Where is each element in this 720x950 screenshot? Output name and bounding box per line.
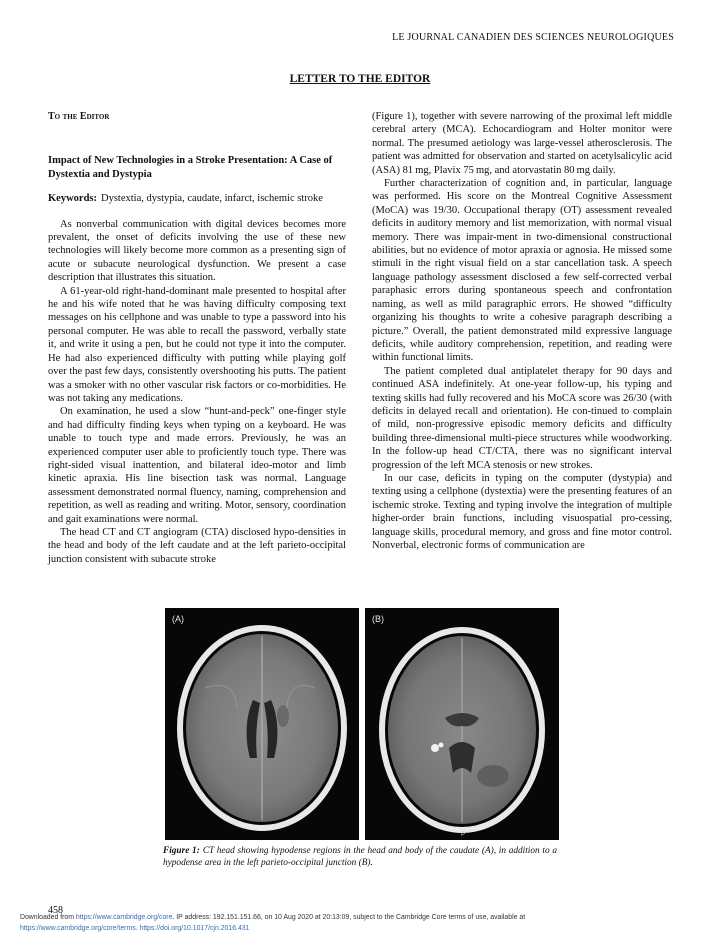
body-paragraph: (Figure 1), together with severe narrowing of the proximal left middle cerebral artery (MCA). Echocardiogram and Holter monitor were normal. The presumed aetiology was large-vessel atherosclerosis. The patient was admitted for observation and started on acetylsalicylic acid (ASA) 81 mg, Plavix 75 mg, and atorvastatin 80 mg daily. — [372, 111, 672, 176]
svg-text:P: P — [461, 832, 466, 838]
body-paragraph: The head CT and CT angiogram (CTA) disclosed hypo-densities in the head and body of the left caudate and at the left parieto-occipital junction consistent with subacute stroke — [48, 526, 346, 565]
section-title — [0, 73, 720, 85]
journal-header: LE JOURNAL CANADIEN DES SCIENCES NEUROLOGIQUES — [392, 32, 674, 43]
panel-a-label: (A) — [172, 614, 184, 624]
caption-label: Figure 1: — [163, 846, 200, 856]
keywords-list: Dystextia, dystypia, caudate, infarct, ischemic stroke — [101, 193, 323, 205]
body-paragraph: As nonverbal communication with digital devices becomes more prevalent, the onset of deficits involving the use of these new technologies will likely become more common as a presenting sign of acute or subacute neurological dysfunction. We present a case description that illustrates this situation. — [48, 218, 346, 284]
body-paragraph: The patient completed dual antiplatelet therapy for 90 days and continued ASA indefinitely. At one-year follow-up, his typing and texting skills had fully recovered and his MoCA score was 26/30 (with deficits in delayed recall and orientation). He con-tinued to complain of mild, non-progressive episodic memory deficits and difficulty building three-dimensional multi-piece structures while woodworking. In the follow-up head CT/CTA, there was no significant interval progression of the left MCA stenosis or new strokes. — [372, 365, 672, 471]
section-title-text: LETTER TO THE EDITOR — [289, 73, 431, 85]
right-column — [372, 110, 672, 552]
ct-scan-b-image — [365, 608, 559, 840]
cambridge-core-link[interactable]: https://www.cambridge.org/core — [75, 914, 173, 921]
keywords — [48, 192, 346, 205]
body-paragraph: Further characterization of cognition and, in particular, language was performed. His score on the Montreal Cognitive Assessment (MoCA) was 19/30. Occupational therapy (OT) assessment revealed deficits in auditory memory and list memorization, with normal visual memory. There was impair-ment in two-dimensional constructional abilities, but no evidence of motor apraxia or agnosia. He missed some stimuli in the right visual field on a star cancellation task. A speech language pathology assessment disclosed a few self-corrected verbal paraphasic errors during spontaneous speech and confrontation naming, as well as mild paragraphic errors. He showed “difficulty organizing his thoughts to write a cohesive paragraph describing a picture.” Overall, the patient demonstrated mild expressive language deficits, while auditory comprehension, repetition, and reading were within functional limits. — [372, 178, 672, 364]
article-title: Impact of New Technologies in a Stroke Presentation: A Case of Dystextia and Dystypia — [48, 155, 333, 180]
body-paragraph: A 61-year-old right-hand-dominant male presented to hospital after he and his wife noted that he was having difficulty composing text messages on his cellphone and was unable to type a password into his personal computer. He was able to recall the password, verbally state it, and write it using a pen, but he could not type it into the computer. He had also experienced difficulty with putting while playing golf over the past few days, consistently overshooting his putts. The patient was a smoker with no other vascular risk factors or co-morbidities. He was not taking any medications. — [48, 285, 346, 404]
terms-link[interactable]: https://www.cambridge.org/core/terms — [20, 925, 136, 932]
body-paragraph: In our case, deficits in typing on the computer (dystypia) and texting using a cellphone (dystextia) were the presenting features of an ischemic stroke. Texting and typing involve the integration of multiple higher-order brain functions, including visuospatial pro-cessing, language skills, procedural memory, and gross and fine motor control. Nonverbal, electronic forms of communication are — [372, 472, 672, 551]
figure-1 — [165, 608, 557, 840]
ct-scan-panel-a — [165, 608, 359, 840]
left-column — [48, 110, 346, 566]
doi-link[interactable]: https://doi.org/10.1017/cjn.2016.431 — [139, 925, 250, 932]
footer-separator: . — [135, 925, 140, 932]
panel-b-label: (B) — [372, 614, 384, 624]
ct-scan-panel-b — [365, 608, 559, 840]
footer-text: Downloaded from — [20, 914, 76, 921]
caption-text: CT head showing hypodense regions in the head and body of the caudate (A), in addition to a hypodense area in the left parieto-occipital junction (B). — [163, 846, 557, 868]
to-the-editor: To the Editor — [48, 111, 110, 122]
footer-text: . IP address: 192.151.151.66, on 10 Aug 2020 at 20:13:09, subject to the Cambridge Core terms of use, available at — [172, 914, 526, 921]
figure-caption — [163, 846, 557, 869]
page-number: 458 — [48, 905, 63, 916]
download-footer — [20, 912, 710, 934]
body-paragraph: On examination, he used a slow “hunt-and-peck” one-finger style and had difficulty finding keys when typing on a keyboard. He was unable to touch type and made errors. Previously, he was an experienced computer user able to proficiently touch type. There was right-sided visual inattention, and bilateral ideo-motor and limb kinetic apraxia. His line bisection task was normal. Language assessment demonstrated normal fluency, naming, comprehension and repetition, as well as reading and writing. Motor, sensory, coordination and gait examinations were normal. — [48, 406, 346, 525]
keywords-label: Keywords: — [48, 193, 97, 205]
ct-scan-a-image — [165, 608, 359, 840]
